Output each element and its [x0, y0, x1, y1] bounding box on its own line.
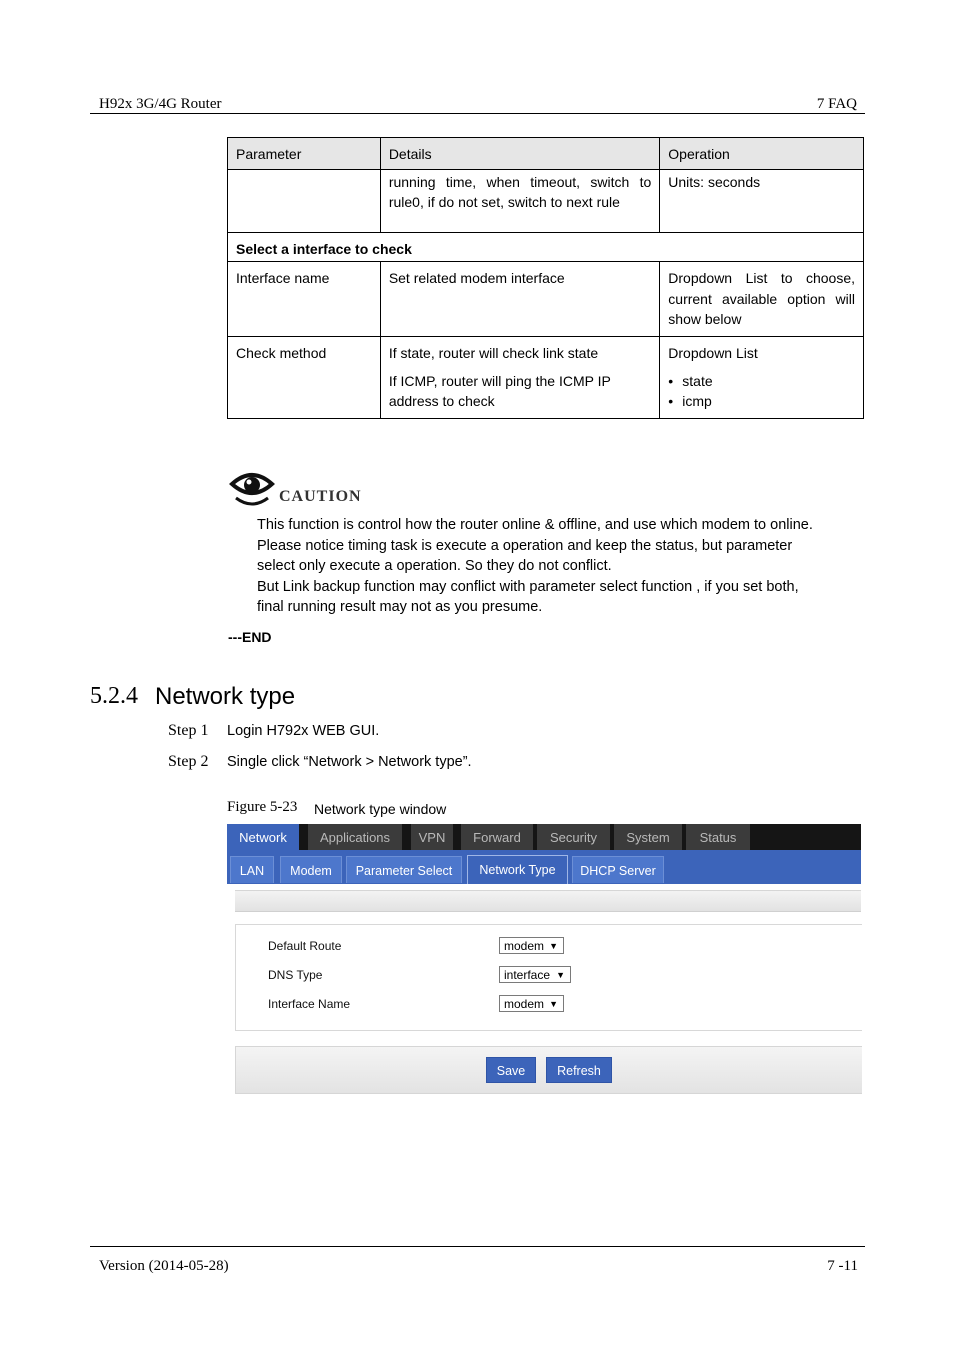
- cell-parameter: [228, 169, 381, 232]
- footer-rule: [90, 1246, 865, 1247]
- tab-system[interactable]: System: [614, 824, 684, 850]
- bullet-icon: •: [668, 372, 674, 389]
- step-label: Step 2: [168, 753, 209, 770]
- cell-operation: [660, 337, 864, 419]
- caret-down-icon: ▼: [549, 941, 558, 951]
- dns-type-select[interactable]: [499, 966, 571, 983]
- details-line-2: If ICMP, router will ping the ICMP IP address to check: [388, 372, 611, 409]
- col-header-parameter: Parameter: [228, 138, 381, 170]
- cell-details: Set related modem interface: [380, 262, 659, 337]
- table-row: [228, 337, 864, 419]
- cell-parameter: Check method: [228, 337, 381, 419]
- cell-parameter: Interface name: [228, 262, 381, 337]
- subtab-modem[interactable]: Modem: [280, 856, 342, 883]
- cell-operation: Dropdown List to choose, current available option will show below: [660, 262, 864, 337]
- caution-line: Please notice timing task is execute a operation and keep the status, but parameter: [257, 537, 793, 554]
- caution-line: This function is control how the router online & offline, and use which modem to online.: [257, 517, 813, 533]
- field-label-dns-type: DNS Type: [268, 968, 323, 982]
- section-label: Select a interface to check: [228, 232, 864, 262]
- sub-nav: [227, 850, 861, 884]
- section-title: Network type: [155, 683, 296, 710]
- table-row: [228, 169, 864, 232]
- default-route-select[interactable]: [499, 937, 564, 954]
- caution-line: But Link backup function may conflict with parameter select function , if you set both,: [257, 578, 799, 595]
- eye-icon: [229, 468, 275, 508]
- tab-forward[interactable]: Forward: [461, 824, 535, 850]
- network-type-window: [227, 824, 861, 1094]
- step-label: Step 1: [168, 722, 209, 739]
- title-band: [235, 890, 861, 912]
- caution-line: final running result may not as you presume.: [257, 599, 543, 616]
- caution-label: CAUTION: [279, 488, 362, 505]
- option-item: [668, 371, 855, 392]
- table-row: [228, 262, 864, 337]
- field-label-interface-name: Interface Name: [268, 997, 351, 1011]
- option-label: state: [682, 372, 713, 389]
- select-value: modem: [504, 997, 545, 1011]
- cell-operation: Units: seconds: [660, 169, 864, 232]
- step-text: Single click “Network > Network type”.: [227, 754, 472, 770]
- subtab-network-type[interactable]: Network Type: [467, 855, 568, 884]
- parameter-table: [227, 137, 864, 419]
- top-nav: [227, 824, 861, 850]
- caution-text: [257, 515, 867, 618]
- header-chapter: 7 FAQ: [816, 96, 857, 112]
- tab-network[interactable]: Network: [227, 824, 301, 850]
- footer-version: Version (2014-05-28): [99, 1258, 229, 1274]
- select-value: modem: [504, 939, 545, 953]
- step-text: Login H792x WEB GUI.: [227, 723, 380, 739]
- option-item: [668, 391, 855, 412]
- caret-down-icon: ▼: [549, 999, 558, 1009]
- tab-applications[interactable]: Applications: [308, 824, 404, 850]
- save-button[interactable]: Save: [486, 1057, 536, 1083]
- col-header-details: Details: [380, 138, 659, 170]
- figure-label: Figure 5-23: [227, 799, 298, 815]
- subtab-parameter-select[interactable]: Parameter Select: [346, 856, 462, 883]
- field-label-default-route: Default Route: [268, 939, 342, 953]
- subtab-lan[interactable]: LAN: [230, 856, 274, 883]
- cell-details: [380, 337, 659, 419]
- select-value: interface: [504, 968, 551, 982]
- settings-form: [235, 924, 862, 1031]
- caret-down-icon: ▼: [556, 970, 565, 980]
- section-number: 5.2.4: [90, 683, 138, 709]
- table-header-row: [228, 138, 864, 170]
- footer-page-number: 7 -11: [827, 1258, 858, 1274]
- tab-vpn[interactable]: VPN: [411, 824, 455, 850]
- tab-status[interactable]: Status: [686, 824, 752, 850]
- operation-label: Dropdown List: [668, 345, 758, 361]
- option-label: icmp: [682, 393, 712, 409]
- tab-security[interactable]: Security: [537, 824, 612, 850]
- bullet-icon: •: [668, 393, 674, 409]
- interface-name-select[interactable]: [499, 995, 564, 1012]
- col-header-operation: Operation: [660, 138, 864, 170]
- header-doc-title: H92x 3G/4G Router: [99, 96, 222, 112]
- header-rule: [90, 113, 865, 114]
- table-section-row: [228, 232, 864, 262]
- details-line-1: If state, router will check link state: [388, 345, 599, 361]
- subtab-dhcp-server[interactable]: DHCP Server: [572, 856, 664, 883]
- refresh-button[interactable]: Refresh: [546, 1057, 612, 1083]
- caution-line: select only execute a operation. So they do not conflict.: [257, 558, 612, 575]
- cell-details: running time, when timeout, switch to rule0, if do not set, switch to next rule: [380, 169, 659, 232]
- figure-caption: Network type window: [314, 801, 447, 817]
- end-marker: ---END: [228, 629, 272, 645]
